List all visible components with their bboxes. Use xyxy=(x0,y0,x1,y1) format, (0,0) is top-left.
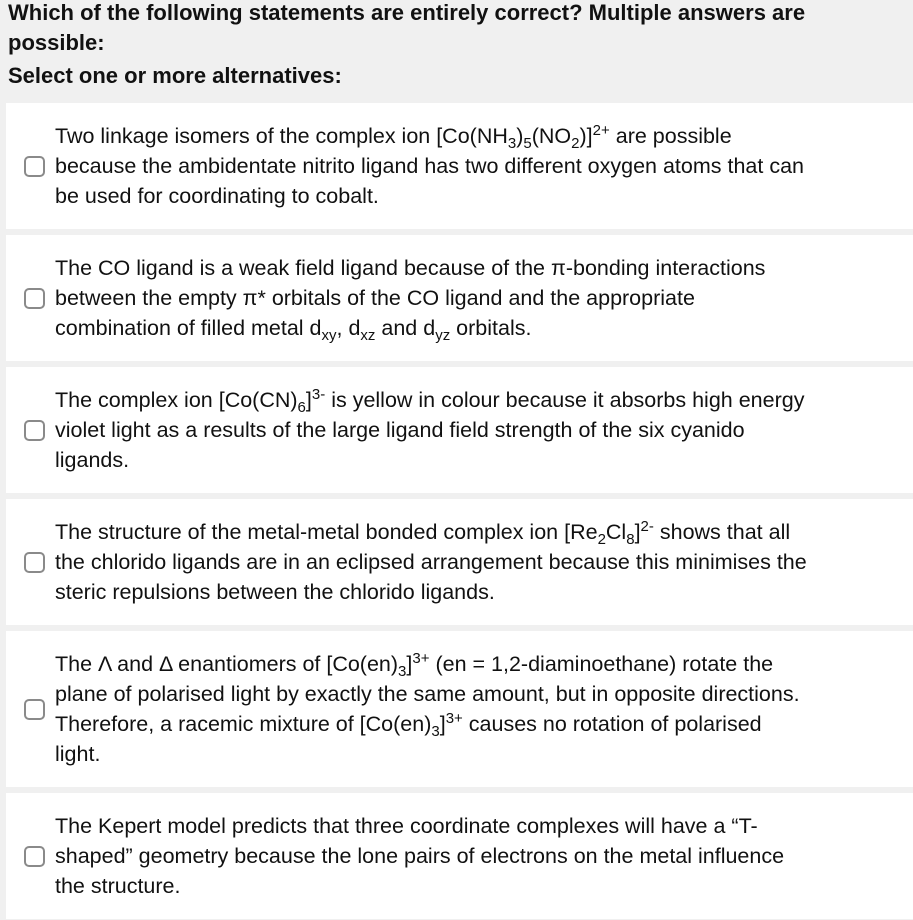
option-text-line xyxy=(55,151,909,181)
option-text xyxy=(55,811,909,901)
subscript: 3 xyxy=(431,723,440,740)
text-segment: and d xyxy=(375,316,436,340)
text-segment: Two linkage isomers of the complex ion [Co(NH xyxy=(55,124,508,148)
question-text xyxy=(8,0,905,58)
supscript: 3+ xyxy=(412,650,430,667)
text-segment: )] xyxy=(579,124,593,148)
option-text-line xyxy=(55,445,909,475)
option-checkbox[interactable] xyxy=(24,156,45,177)
text-segment: , d xyxy=(336,316,361,340)
text-segment: combination of filled metal d xyxy=(55,316,322,340)
option-text-line xyxy=(55,871,909,901)
option-text-line xyxy=(55,283,909,313)
option-text-line xyxy=(55,385,909,415)
answer-option-2[interactable] xyxy=(6,235,913,361)
option-text-line xyxy=(55,415,909,445)
option-checkbox[interactable] xyxy=(24,699,45,720)
text-segment: ] xyxy=(439,712,446,736)
text-segment: ) xyxy=(516,124,524,148)
option-text-line xyxy=(55,841,909,871)
text-segment: ] xyxy=(406,652,413,676)
text-segment: because the ambidentate nitrito ligand has two different oxygen atoms that can xyxy=(55,154,804,178)
instruction-text: Select one or more alternatives: xyxy=(8,63,342,88)
answer-option-5[interactable] xyxy=(6,631,913,787)
option-text xyxy=(55,121,909,211)
question-line: possible: xyxy=(8,30,105,55)
text-segment: orbitals. xyxy=(450,316,532,340)
text-segment: The structure of the metal-metal bonded complex ion [Re xyxy=(55,520,598,544)
subscript: 2 xyxy=(571,135,580,152)
option-text-line xyxy=(55,253,909,283)
subscript: 5 xyxy=(523,135,532,152)
option-text-line xyxy=(55,811,909,841)
text-segment: ligands. xyxy=(55,448,130,472)
text-segment: The CO ligand is a weak field ligand because of the π-bonding interactions xyxy=(55,256,766,280)
text-segment: The Kepert model predicts that three coordinate complexes will have a “T- xyxy=(55,814,758,838)
text-segment: is yellow in colour because it absorbs high energy xyxy=(325,388,805,412)
subscript: xy xyxy=(321,327,337,344)
option-text-line xyxy=(55,547,909,577)
subscript: xz xyxy=(360,327,376,344)
option-text xyxy=(55,649,909,769)
option-text-line xyxy=(55,649,909,679)
option-text-line xyxy=(55,517,909,547)
text-segment: (NO xyxy=(531,124,572,148)
answer-option-1[interactable] xyxy=(6,103,913,229)
text-segment: Cl xyxy=(605,520,627,544)
text-segment: shaped” geometry because the lone pairs of electrons on the metal influence xyxy=(55,844,785,868)
subscript: 3 xyxy=(507,135,517,152)
subscript: 3 xyxy=(398,663,407,680)
question-header xyxy=(0,0,913,98)
text-segment: between the empty π* orbitals of the CO ligand and the appropriate xyxy=(55,286,695,310)
subscript: 6 xyxy=(297,399,306,416)
supscript: 2+ xyxy=(592,122,610,139)
text-segment: shows that all xyxy=(653,520,791,544)
option-text-line xyxy=(55,739,909,769)
option-checkbox[interactable] xyxy=(24,846,45,867)
text-segment: light. xyxy=(55,742,101,766)
option-checkbox[interactable] xyxy=(24,288,45,309)
answer-option-4[interactable] xyxy=(6,499,913,625)
supscript: 3- xyxy=(311,386,326,403)
text-segment: be used for coordinating to cobalt. xyxy=(55,184,379,208)
option-checkbox[interactable] xyxy=(24,420,45,441)
subscript: 2 xyxy=(597,531,606,548)
option-text-line xyxy=(55,679,909,709)
text-segment: Therefore, a racemic mixture of [Co(en) xyxy=(55,712,432,736)
text-segment: ] xyxy=(305,388,312,412)
question-line: Which of the following statements are entirely correct? Multiple answers are xyxy=(8,0,806,25)
option-text-line xyxy=(55,709,909,739)
supscript: 2- xyxy=(640,518,654,535)
option-text-line xyxy=(55,121,909,151)
supscript: 3+ xyxy=(445,710,463,727)
option-text-line xyxy=(55,181,909,211)
text-segment: the chlorido ligands are in an eclipsed arrangement because this minimises the xyxy=(55,550,807,574)
option-checkbox[interactable] xyxy=(24,552,45,573)
text-segment: The complex ion [Co(CN) xyxy=(55,388,298,412)
text-segment: The Λ and Δ enantiomers of [Co(en) xyxy=(55,652,399,676)
option-text xyxy=(55,517,909,607)
answer-option-3[interactable] xyxy=(6,367,913,493)
subscript: yz xyxy=(435,327,451,344)
option-text-line xyxy=(55,313,909,343)
text-segment: (en = 1,2-diaminoethane) rotate the xyxy=(429,652,774,676)
text-segment: violet light as a results of the large ligand field strength of the six cyanido xyxy=(55,418,745,442)
option-text xyxy=(55,253,909,343)
text-segment: the structure. xyxy=(55,874,181,898)
text-segment: steric repulsions between the chlorido ligands. xyxy=(55,580,495,604)
text-segment: are possible xyxy=(609,124,732,148)
text-segment: ] xyxy=(634,520,641,544)
option-text xyxy=(55,385,909,475)
answer-option-6[interactable] xyxy=(6,793,913,919)
text-segment: plane of polarised light by exactly the same amount, but in opposite directions. xyxy=(55,682,800,706)
subscript: 8 xyxy=(626,531,635,548)
text-segment: causes no rotation of polarised xyxy=(462,712,762,736)
option-text-line xyxy=(55,577,909,607)
